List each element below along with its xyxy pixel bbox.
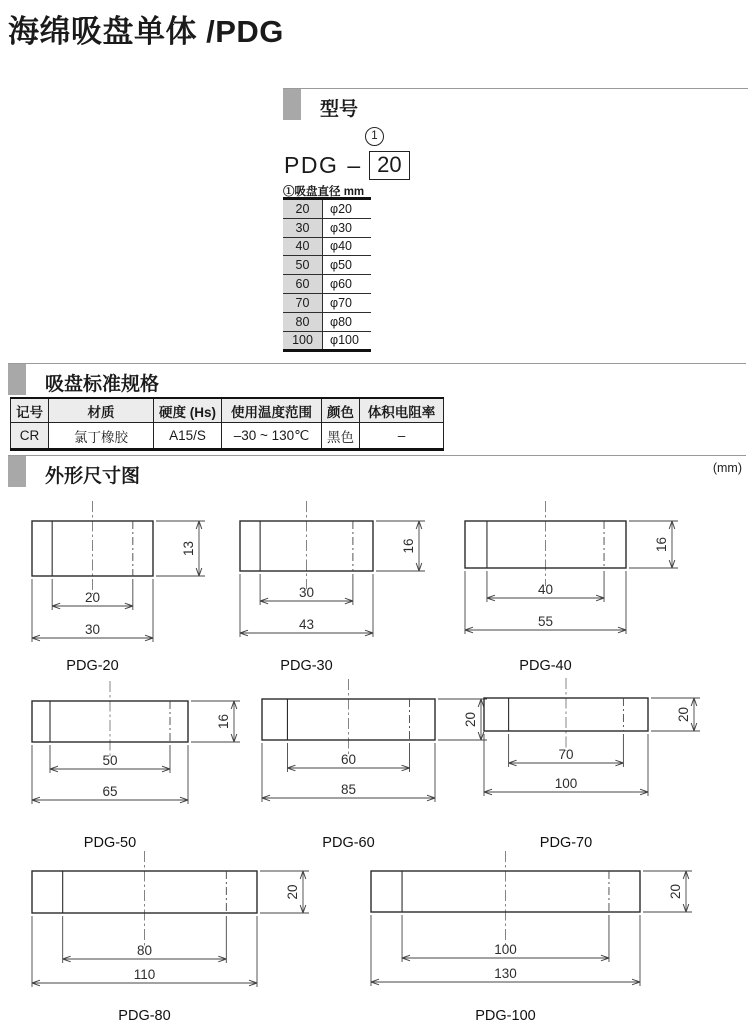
svg-text:30: 30	[84, 622, 101, 637]
spec-header-cell: 材质	[49, 398, 154, 423]
svg-text:16: 16	[654, 536, 669, 553]
svg-text:16: 16	[216, 713, 231, 730]
model-code-prefix: PDG	[284, 152, 339, 178]
table-row	[283, 312, 371, 331]
figure-label-pdg-30: PDG-30	[280, 658, 333, 674]
dimensions-section-header	[8, 455, 746, 488]
svg-text:70: 70	[558, 747, 574, 762]
spec-table-head	[11, 398, 444, 423]
dimension-drawing-pdg-60	[252, 669, 510, 816]
table-row	[283, 293, 371, 312]
diameter-code-cell: 60	[283, 275, 323, 294]
spec-section-title: 吸盘标准规格	[45, 374, 160, 395]
spec-value-cell: –30 ~ 130℃	[222, 423, 322, 450]
figure-label-pdg-50: PDG-50	[83, 835, 137, 851]
spec-header-cell: 颜色	[322, 398, 360, 423]
diameter-code-cell: 20	[283, 199, 323, 219]
table-row	[283, 275, 371, 294]
spec-value-cell: A15/S	[154, 423, 222, 450]
table-row	[283, 199, 371, 219]
dimension-drawing-pdg-20	[22, 491, 228, 656]
svg-text:30: 30	[298, 585, 315, 600]
diameter-value-cell: φ20	[330, 201, 353, 216]
figure-label-pdg-60: PDG-60	[322, 835, 375, 851]
diameter-table	[283, 197, 371, 352]
svg-text:55: 55	[537, 614, 554, 629]
spec-value-cell: –	[360, 423, 444, 450]
dimension-drawing-pdg-100	[361, 841, 715, 1000]
figure-label-pdg-20: PDG-20	[66, 658, 119, 674]
table-row	[283, 331, 371, 351]
table-row	[283, 256, 371, 275]
dimensions-section-title: 外形尺寸图	[45, 466, 141, 487]
model-section-header	[283, 88, 748, 121]
svg-text:130: 130	[494, 966, 517, 981]
section-marker-icon	[8, 364, 26, 395]
diameter-value-cell: φ50	[323, 256, 372, 275]
svg-text:65: 65	[102, 784, 118, 799]
spec-section-header	[8, 363, 746, 396]
table-row	[283, 237, 371, 256]
spec-header-cell: 记号	[11, 398, 49, 423]
model-code-separator: –	[347, 152, 361, 178]
model-section-title: 型号	[320, 99, 359, 120]
svg-text:60: 60	[340, 752, 357, 767]
figure-label-pdg-100: PDG-100	[475, 1008, 536, 1024]
spec-table	[10, 397, 444, 451]
diameter-code-cell: 50	[283, 256, 323, 275]
diameter-code-cell: 80	[283, 312, 323, 331]
svg-text:20: 20	[668, 883, 683, 900]
diameter-code-cell: 100	[283, 331, 323, 351]
spec-header-cell: 硬度 (Hs)	[154, 398, 222, 423]
spec-value-cell: 黑色	[322, 423, 360, 450]
svg-text:80: 80	[136, 943, 153, 958]
diameter-value-cell: φ70	[323, 293, 372, 312]
diameter-value-cell: φ80	[323, 312, 372, 331]
svg-text:13: 13	[181, 540, 196, 557]
diameter-code-cell: 30	[283, 218, 323, 237]
model-code	[284, 127, 410, 180]
figure-label-pdg-40: PDG-40	[519, 658, 572, 674]
table-row	[283, 218, 371, 237]
svg-text:43: 43	[298, 617, 315, 632]
spec-value-cell: 氯丁橡胶	[49, 423, 154, 450]
dimension-drawing-pdg-40	[455, 491, 701, 648]
table-row	[11, 423, 444, 450]
svg-text:100: 100	[494, 942, 517, 957]
callout-circle-1: 1	[365, 127, 384, 146]
svg-text:16: 16	[401, 538, 416, 554]
svg-text:20: 20	[463, 711, 478, 728]
figure-label-pdg-80: PDG-80	[118, 1008, 171, 1024]
table-row	[11, 398, 444, 423]
section-marker-icon	[8, 456, 26, 487]
diameter-table-body	[283, 199, 371, 351]
svg-text:20: 20	[285, 884, 300, 900]
dimension-drawings	[0, 490, 754, 1035]
svg-text:20: 20	[84, 590, 101, 605]
diameter-value-cell: φ40	[323, 237, 372, 256]
page-title: 海绵吸盘单体 /PDG	[8, 14, 284, 49]
svg-text:40: 40	[537, 582, 554, 597]
dimension-drawing-pdg-30	[230, 491, 448, 651]
model-code-line	[284, 151, 410, 180]
diameter-code-cell: 70	[283, 293, 323, 312]
diameter-note: ①吸盘直径 mm	[283, 186, 365, 198]
section-marker-icon	[283, 89, 301, 120]
spec-table-body	[11, 423, 444, 450]
svg-text:110: 110	[133, 967, 156, 982]
spec-header-cell: 体积电阻率	[360, 398, 444, 423]
diameter-code-cell: 40	[283, 237, 323, 256]
dimension-drawing-pdg-70	[474, 668, 723, 810]
svg-text:85: 85	[340, 782, 357, 797]
svg-text:20: 20	[676, 706, 691, 723]
spec-header-cell: 使用温度范围	[222, 398, 322, 423]
svg-text:50: 50	[102, 753, 118, 768]
unit-label: (mm)	[712, 461, 742, 475]
dimension-drawing-pdg-50	[22, 671, 263, 818]
diameter-value-cell: φ60	[323, 275, 372, 294]
model-code-value: 20	[369, 151, 409, 180]
svg-text:100: 100	[554, 776, 578, 791]
dimension-drawing-pdg-80	[22, 841, 332, 1001]
spec-value-cell: CR	[11, 423, 49, 450]
diameter-value-cell: φ100	[323, 331, 372, 351]
figure-label-pdg-70: PDG-70	[539, 835, 593, 851]
diameter-value-cell: φ30	[323, 218, 372, 237]
